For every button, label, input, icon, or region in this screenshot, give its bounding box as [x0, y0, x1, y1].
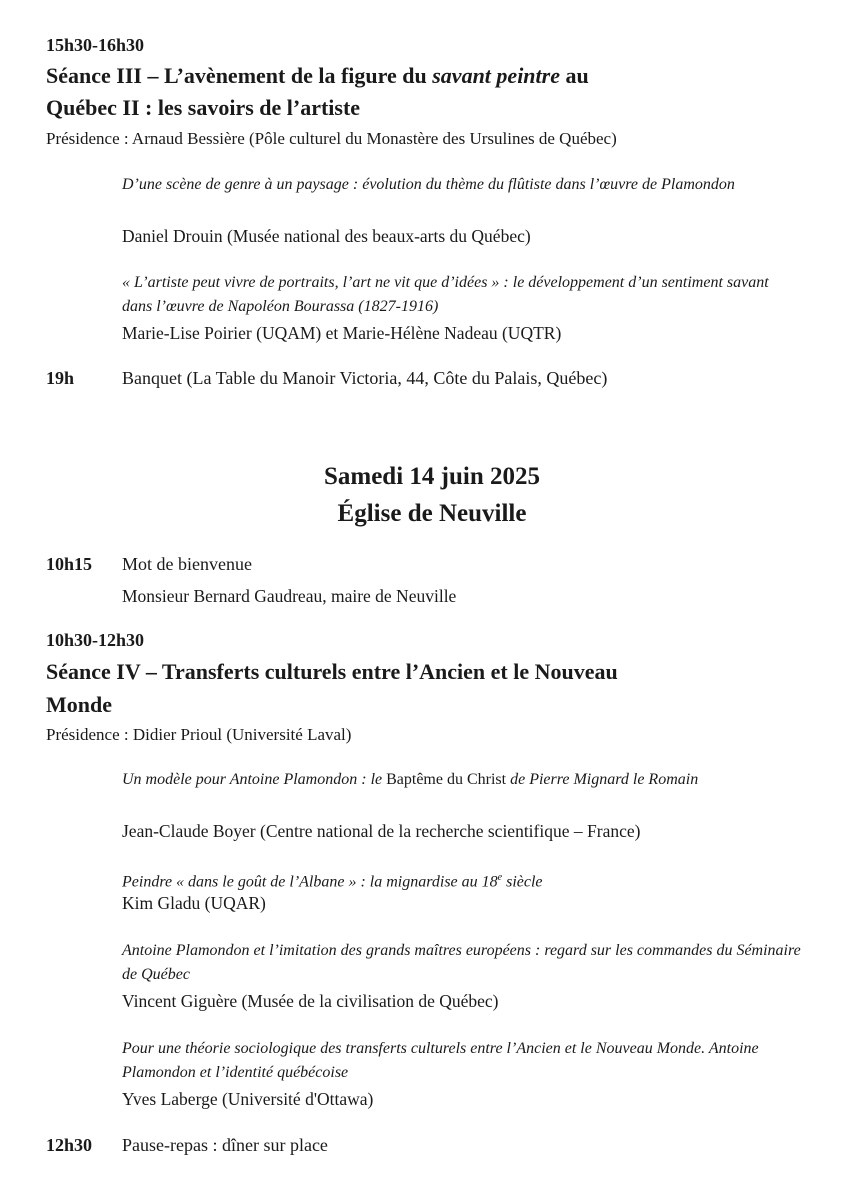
talk-title-superscript: e: [497, 872, 503, 883]
welcome-time: 10h15: [46, 554, 93, 574]
welcome-speaker: Monsieur Bernard Gaudreau, maire de Neuville: [122, 586, 457, 606]
talk-title-artwork: Baptême du Christ: [386, 771, 507, 788]
lunch-time: 12h30: [46, 1135, 93, 1155]
talk-title-part: siècle: [502, 873, 543, 891]
talk-title: D’une scène de genre à un paysage : évolution du thème du flûtiste dans l’œuvre de Plamondon: [122, 176, 735, 193]
day-heading-place: Église de Neuville: [337, 500, 527, 527]
talk-speaker: Marie-Lise Poirier (UQAM) et Marie-Hélène Nadeau (UQTR): [122, 323, 562, 343]
talk-title-part: Un modèle pour Antoine Plamondon : le: [122, 771, 387, 788]
session-3-title-text: Séance III – L’avènement de la figure du: [46, 63, 433, 88]
talk-title-part: Peindre « dans le goût de l’Albane » : la mignardise au 18: [122, 873, 498, 891]
talk-title: Pour une théorie sociologique des transferts culturels entre l’Ancien et le Nouveau Monde. Antoine Plamondon et l’identité québécoise: [122, 1040, 759, 1081]
session-3-time: 15h30-16h30: [46, 35, 145, 55]
banquet-time: 19h: [46, 368, 75, 388]
session-4-time: 10h30-12h30: [46, 630, 145, 650]
talk-title: [122, 866, 802, 894]
talk-title-part: de Pierre Mignard le Romain: [506, 771, 699, 788]
session-4-presidence: Présidence : Didier Prioul (Université Laval): [46, 725, 352, 744]
talk-title: [122, 768, 802, 792]
talk-speaker: Kim Gladu (UQAR): [122, 893, 266, 913]
day-heading-date: Samedi 14 juin 2025: [323, 463, 540, 490]
session-3-presidence: Présidence : Arnaud Bessière (Pôle culturel du Monastère des Ursulines de Québec): [46, 129, 617, 148]
talk-title: Antoine Plamondon et l’imitation des grands maîtres européens : regard sur les commandes du Séminaire de Québec: [122, 942, 801, 983]
lunch-text: Pause-repas : dîner sur place: [122, 1135, 328, 1155]
session-3-title-emphasis: savant peintre: [432, 63, 560, 88]
session-3-title-text-end: au: [559, 63, 589, 88]
talk-title: « L’artiste peut vivre de portraits, l’art ne vit que d’idées » : le développement d’un sentiment savant dans l’œuvre de Napoléon Bourassa (1827-1916): [122, 274, 769, 315]
session-3-title-line-1: [46, 60, 589, 92]
welcome-text: Mot de bienvenue: [122, 554, 252, 574]
talk-speaker: Yves Laberge (Université d'Ottawa): [122, 1089, 374, 1109]
session-3-title-line-2: Québec II : les savoirs de l’artiste: [46, 95, 361, 120]
talk-speaker: Jean-Claude Boyer (Centre national de la recherche scientifique – France): [122, 821, 641, 841]
talk-speaker: Daniel Drouin (Musée national des beaux-arts du Québec): [122, 226, 531, 246]
banquet-text: Banquet (La Table du Manoir Victoria, 44, Côte du Palais, Québec): [122, 368, 608, 388]
session-4-title-line-2: Monde: [46, 692, 112, 717]
session-4-title-line-1: Séance IV – Transferts culturels entre l’Ancien et le Nouveau: [46, 659, 618, 684]
talk-speaker: Vincent Giguère (Musée de la civilisation de Québec): [122, 991, 499, 1011]
